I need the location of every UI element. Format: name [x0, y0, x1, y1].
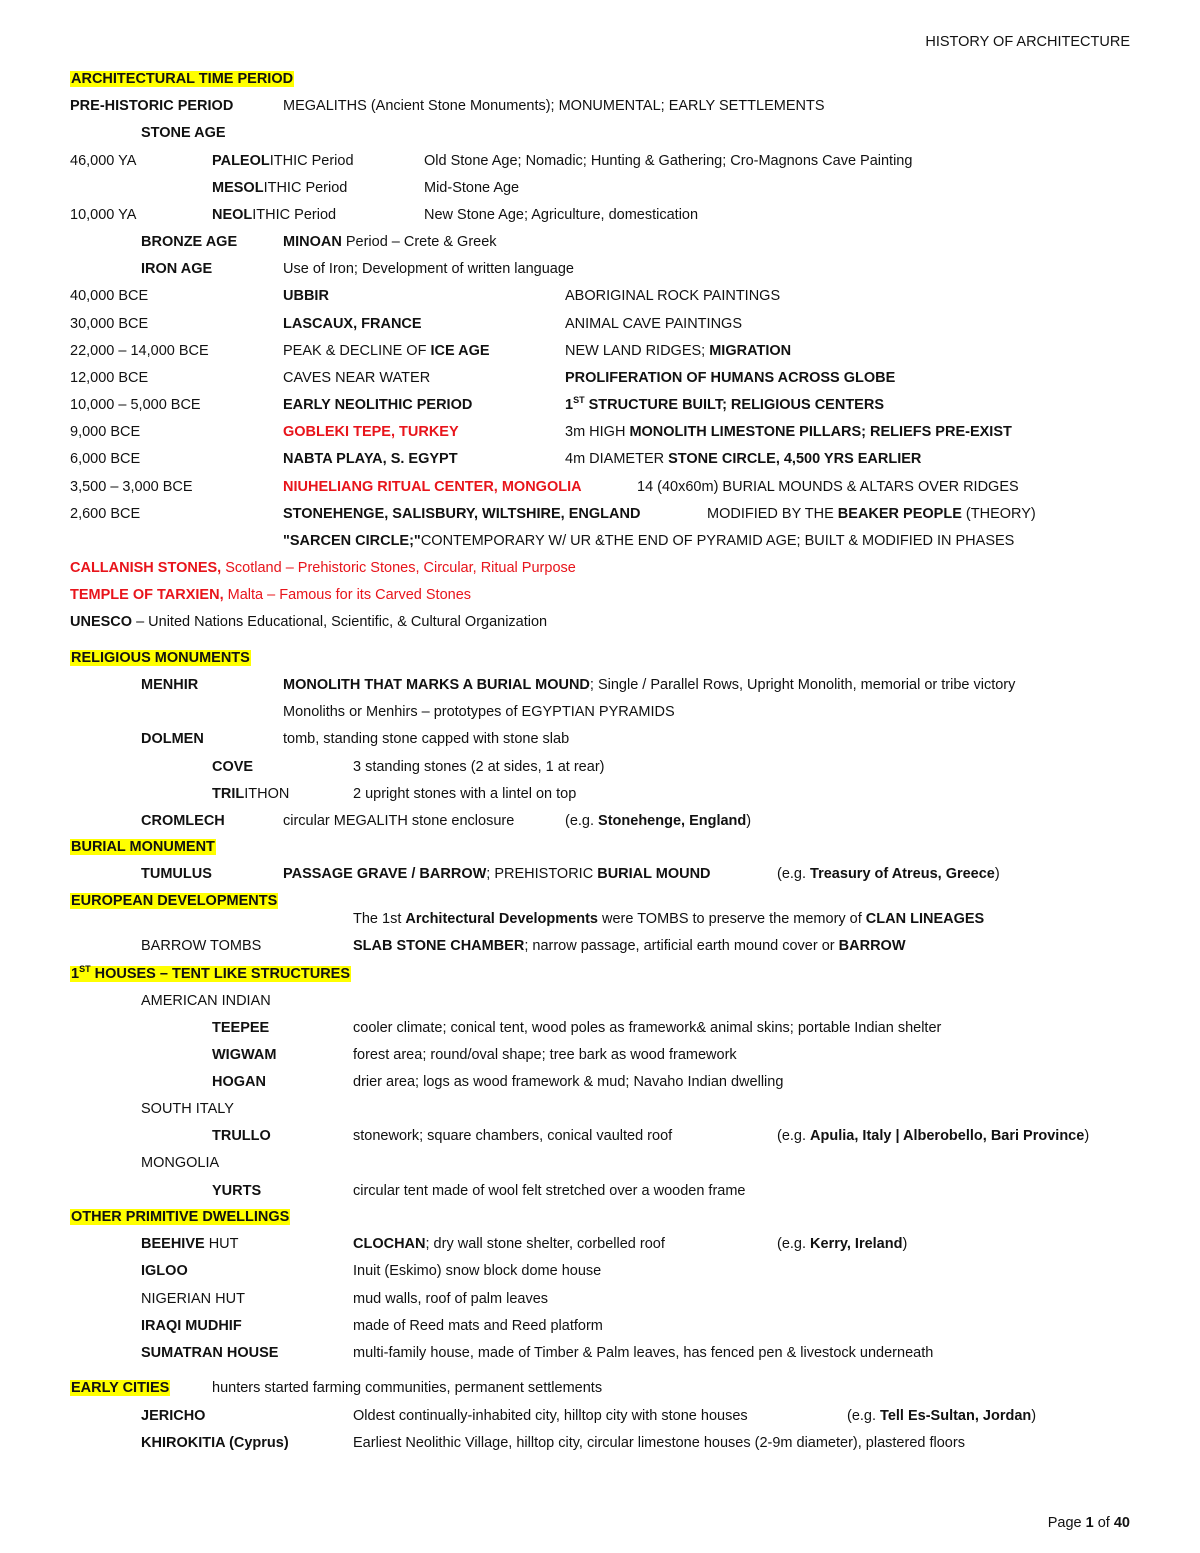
section-heading-time-period: ARCHITECTURAL TIME PERIOD: [71, 71, 294, 87]
desc-ubbir: ABORIGINAL ROCK PAINTINGS: [565, 288, 781, 304]
minoan-desc: MINOAN Period – Crete & Greek: [283, 234, 497, 250]
date-30000: 30,000 BCE: [70, 316, 149, 332]
early-cities-desc: hunters started farming communities, permanent settlements: [212, 1380, 603, 1396]
yurts-label: YURTS: [212, 1183, 262, 1199]
hogan-label: HOGAN: [212, 1074, 266, 1090]
first-structure-desc: 1ST STRUCTURE BUILT; RELIGIOUS CENTERS: [565, 395, 884, 413]
yurts-desc: circular tent made of wool felt stretched over a wooden frame: [353, 1183, 746, 1199]
beehive-hut-label: BEEHIVE HUT: [141, 1236, 239, 1252]
date-46000: 46,000 YA: [70, 153, 137, 169]
site-lascaux: LASCAUX, FRANCE: [283, 316, 422, 332]
date-22000: 22,000 – 14,000 BCE: [70, 343, 209, 359]
nabta-desc: 4m DIAMETER STONE CIRCLE, 4,500 YRS EARLIER: [565, 451, 922, 467]
mongolia-label: MONGOLIA: [141, 1155, 220, 1171]
tarxien-line: TEMPLE OF TARXIEN, Malta – Famous for its Carved Stones: [70, 587, 472, 603]
dolmen-desc: tomb, standing stone capped with stone slab: [283, 731, 570, 747]
section-heading-european: EUROPEAN DEVELOPMENTS: [71, 893, 278, 909]
jericho-desc: Oldest continually-inhabited city, hilltop city with stone houses: [353, 1408, 748, 1424]
wigwam-desc: forest area; round/oval shape; tree bark as wood framework: [353, 1047, 737, 1063]
sumatran-house-desc: multi-family house, made of Timber & Palm leaves, has fenced pen & livestock underneath: [353, 1345, 934, 1361]
cove-label: COVE: [212, 759, 254, 775]
beehive-example: (e.g. Kerry, Ireland): [777, 1236, 908, 1252]
american-indian-label: AMERICAN INDIAN: [141, 993, 271, 1009]
hogan-desc: drier area; logs as wood framework & mud; Navaho Indian dwelling: [353, 1074, 784, 1090]
menhir-label: MENHIR: [141, 677, 199, 693]
date-40000: 40,000 BCE: [70, 288, 149, 304]
tumulus-label: TUMULUS: [141, 866, 212, 882]
site-stonehenge: STONEHENGE, SALISBURY, WILTSHIRE, ENGLAND: [283, 506, 641, 522]
prehistoric-label: PRE-HISTORIC PERIOD: [70, 98, 234, 114]
unesco-line: UNESCO – United Nations Educational, Scientific, & Cultural Organization: [70, 614, 548, 630]
sumatran-house-label: SUMATRAN HOUSE: [141, 1345, 279, 1361]
beehive-hut-desc: CLOCHAN; dry wall stone shelter, corbelled roof: [353, 1236, 665, 1252]
trullo-desc: stonework; square chambers, conical vaulted roof: [353, 1128, 673, 1144]
teepee-label: TEEPEE: [212, 1020, 270, 1036]
iraqi-mudhif-desc: made of Reed mats and Reed platform: [353, 1318, 603, 1334]
trullo-label: TRULLO: [212, 1128, 271, 1144]
neolithic-desc: New Stone Age; Agriculture, domestication: [424, 207, 699, 223]
nigerian-hut-label: NIGERIAN HUT: [141, 1291, 245, 1307]
section-heading-burial: BURIAL MONUMENT: [71, 839, 215, 855]
khirokitia-label: KHIROKITIA (Cyprus): [141, 1435, 289, 1451]
migration-desc: NEW LAND RIDGES; MIGRATION: [565, 343, 792, 359]
iron-age-desc: Use of Iron; Development of written language: [283, 261, 574, 277]
paleolithic-label: PALEOLITHIC Period: [212, 153, 354, 169]
cromlech-example: (e.g. Stonehenge, England): [565, 813, 752, 829]
date-10000-5000: 10,000 – 5,000 BCE: [70, 397, 201, 413]
jericho-example: (e.g. Tell Es-Sultan, Jordan): [847, 1408, 1037, 1424]
teepee-desc: cooler climate; conical tent, wood poles as framework& animal skins; portable Indian shelter: [353, 1020, 942, 1036]
site-nabta-playa: NABTA PLAYA, S. EGYPT: [283, 451, 458, 467]
trilithon-desc: 2 upright stones with a lintel on top: [353, 786, 577, 802]
gobleki-desc: 3m HIGH MONOLITH LIMESTONE PILLARS; RELIEFS PRE-EXIST: [565, 424, 1012, 440]
dolmen-label: DOLMEN: [141, 731, 204, 747]
menhir-desc: MONOLITH THAT MARKS A BURIAL MOUND; Single / Parallel Rows, Upright Monolith, memorial or tribe victory: [283, 677, 1016, 693]
section-heading-primitive: OTHER PRIMITIVE DWELLINGS: [71, 1209, 290, 1225]
neolithic-label: NEOLITHIC Period: [212, 207, 337, 223]
desc-lascaux: ANIMAL CAVE PAINTINGS: [565, 316, 742, 332]
menhir-desc-2: Monoliths or Menhirs – prototypes of EGYPTIAN PYRAMIDS: [283, 704, 675, 720]
section-heading-first-houses: 1ST HOUSES – TENT LIKE STRUCTURES: [71, 964, 351, 982]
igloo-label: IGLOO: [141, 1263, 188, 1279]
stone-age-label: STONE AGE: [141, 125, 226, 141]
trilithon-label: TRILITHON: [212, 786, 290, 802]
tumulus-desc: PASSAGE GRAVE / BARROW; PREHISTORIC BURIAL MOUND: [283, 866, 711, 882]
iron-age-label: IRON AGE: [141, 261, 213, 277]
bronze-age-label: BRONZE AGE: [141, 234, 238, 250]
date-2600: 2,600 BCE: [70, 506, 141, 522]
early-neolithic-label: EARLY NEOLITHIC PERIOD: [283, 397, 473, 413]
document-header-title: HISTORY OF ARCHITECTURE: [925, 34, 1130, 50]
european-desc: The 1st Architectural Developments were TOMBS to preserve the memory of CLAN LINEAGES: [353, 911, 985, 927]
trullo-example: (e.g. Apulia, Italy | Alberobello, Bari Province): [777, 1128, 1090, 1144]
paleolithic-desc: Old Stone Age; Nomadic; Hunting & Gathering; Cro-Magnons Cave Painting: [424, 153, 913, 169]
ice-age-desc: PEAK & DECLINE OF ICE AGE: [283, 343, 490, 359]
site-gobleki-tepe: GOBLEKI TEPE, TURKEY: [283, 424, 459, 440]
cromlech-desc: circular MEGALITH stone enclosure: [283, 813, 515, 829]
page-number: Page 1 of 40: [1047, 1515, 1130, 1531]
south-italy-label: SOUTH ITALY: [141, 1101, 234, 1117]
date-12000: 12,000 BCE: [70, 370, 149, 386]
prehistoric-desc: MEGALITHS (Ancient Stone Monuments); MONUMENTAL; EARLY SETTLEMENTS: [283, 98, 825, 114]
khirokitia-desc: Earliest Neolithic Village, hilltop city, circular limestone houses (2-9m diameter), plastered floors: [353, 1435, 965, 1451]
date-3500: 3,500 – 3,000 BCE: [70, 479, 193, 495]
callanish-line: CALLANISH STONES, Scotland – Prehistoric Stones, Circular, Ritual Purpose: [70, 560, 576, 576]
nigerian-hut-desc: mud walls, roof of palm leaves: [353, 1291, 549, 1307]
site-ubbir: UBBIR: [283, 288, 329, 304]
cromlech-label: CROMLECH: [141, 813, 225, 829]
mesolithic-desc: Mid-Stone Age: [424, 180, 520, 196]
barrow-tombs-desc: SLAB STONE CHAMBER; narrow passage, artificial earth mound cover or BARROW: [353, 938, 906, 954]
date-10000: 10,000 YA: [70, 207, 137, 223]
cove-desc: 3 standing stones (2 at sides, 1 at rear): [353, 759, 605, 775]
date-9000: 9,000 BCE: [70, 424, 141, 440]
niuheliang-desc: 14 (40x60m) BURIAL MOUNDS & ALTARS OVER RIDGES: [637, 479, 1019, 495]
iraqi-mudhif-label: IRAQI MUDHIF: [141, 1318, 242, 1334]
tumulus-example: (e.g. Treasury of Atreus, Greece): [777, 866, 1000, 882]
barrow-tombs-label: BARROW TOMBS: [141, 938, 262, 954]
igloo-desc: Inuit (Eskimo) snow block dome house: [353, 1263, 602, 1279]
proliferation-desc: PROLIFERATION OF HUMANS ACROSS GLOBE: [565, 370, 896, 386]
wigwam-label: WIGWAM: [212, 1047, 277, 1063]
caves-desc: CAVES NEAR WATER: [283, 370, 431, 386]
date-6000: 6,000 BCE: [70, 451, 141, 467]
sarcen-circle-line: "SARCEN CIRCLE;"CONTEMPORARY W/ UR &THE END OF PYRAMID AGE; BUILT & MODIFIED IN PHASES: [283, 533, 1015, 549]
mesolithic-label: MESOLITHIC Period: [212, 180, 348, 196]
stonehenge-desc: MODIFIED BY THE BEAKER PEOPLE (THEORY): [707, 506, 1036, 522]
section-heading-early-cities: EARLY CITIES: [71, 1380, 170, 1396]
section-heading-religious: RELIGIOUS MONUMENTS: [71, 650, 250, 666]
site-niuheliang: NIUHELIANG RITUAL CENTER, MONGOLIA: [283, 479, 582, 495]
jericho-label: JERICHO: [141, 1408, 206, 1424]
